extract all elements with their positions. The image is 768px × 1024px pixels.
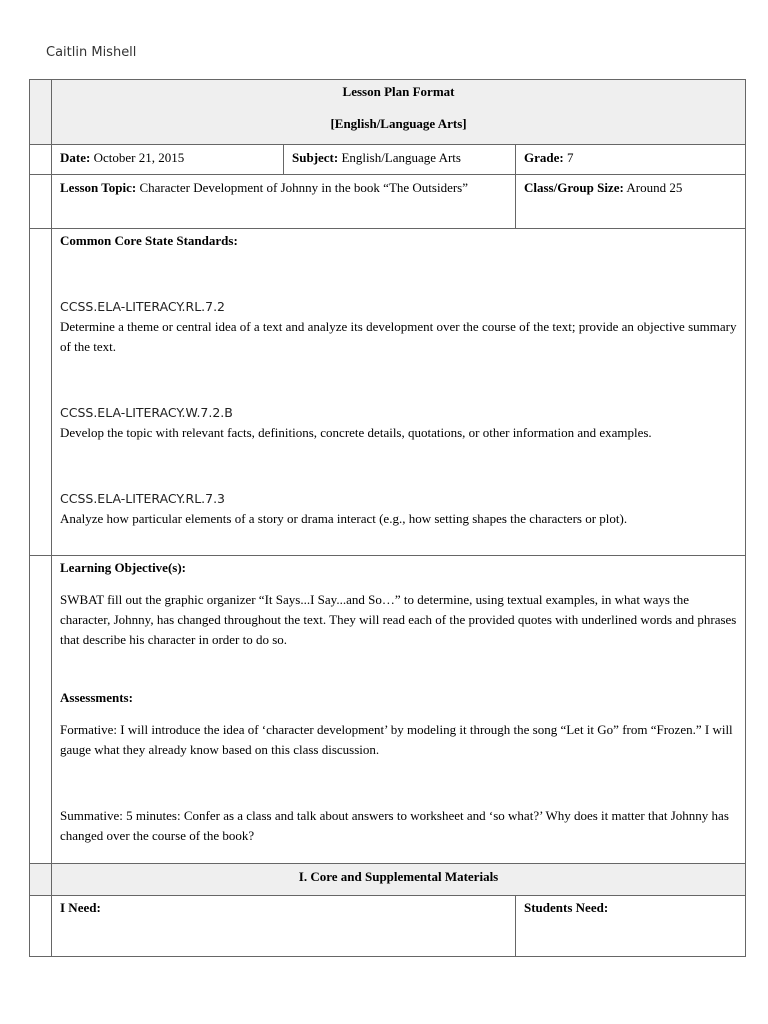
- date-label: Date:: [60, 150, 91, 165]
- topic-value: Character Development of Johnny in the book “The Outsiders”: [139, 180, 469, 195]
- materials-heading: I. Core and Supplemental Materials: [52, 864, 746, 896]
- info-row: [30, 145, 746, 175]
- lesson-plan-table: [29, 79, 746, 957]
- row-gutter: [30, 896, 52, 957]
- row-gutter: [30, 80, 52, 145]
- topic-row: [30, 175, 746, 229]
- row-gutter: [30, 175, 52, 229]
- standard-text: Analyze how particular elements of a story or drama interact (e.g., how setting shapes the characters or plot).: [60, 511, 628, 526]
- standard-code: CCSS.ELA-LITERACY.W.7.2.B: [60, 405, 233, 420]
- summative-text: Summative: 5 minutes: Confer as a class and talk about answers to worksheet and ‘so what?’ Why does it matter that Johnny has changed over the course of the book?: [60, 808, 729, 843]
- grade-label: Grade:: [524, 150, 564, 165]
- row-gutter: [30, 556, 52, 864]
- row-gutter: [30, 864, 52, 896]
- subject-value: English/Language Arts: [341, 150, 461, 165]
- i-need-label: I Need:: [60, 900, 101, 915]
- formative-text: Formative: I will introduce the idea of ‘character development’ by modeling it through the song “Let it Go” from “Frozen.” I will gauge what they already know based on this class discussion.: [60, 722, 733, 757]
- author-name: Caitlin Mishell: [46, 45, 137, 60]
- class-size-value: Around 25: [626, 180, 683, 195]
- standard-text: Develop the topic with relevant facts, definitions, concrete details, quotations, or other information and examples.: [60, 425, 652, 440]
- grade-cell: [516, 145, 746, 175]
- row-gutter: [30, 229, 52, 556]
- standards-cell: [52, 229, 746, 556]
- assessments-heading: Assessments:: [60, 690, 133, 705]
- subject-cell: [284, 145, 516, 175]
- objectives-text: SWBAT fill out the graphic organizer “It Says...I Say...and So…” to determine, using textual examples, in what ways the character, Johnny, has changed throughout the text. They will read each of the provided quotes with underlined words and phrases that describe his character in order to do so.: [60, 592, 737, 647]
- grade-value: 7: [566, 150, 574, 165]
- header-cell: [52, 80, 746, 145]
- row-gutter: [30, 145, 52, 175]
- i-need-cell: [52, 896, 516, 957]
- header-row: [30, 80, 746, 145]
- class-size-label: Class/Group Size:: [524, 180, 624, 195]
- topic-cell: [52, 175, 516, 229]
- plan-title: Lesson Plan Format: [342, 84, 455, 99]
- materials-row: [30, 896, 746, 957]
- objectives-row: [30, 556, 746, 864]
- class-size-cell: [516, 175, 746, 229]
- standard-text: Determine a theme or central idea of a text and analyze its development over the course of the text; provide an objective summary of the text.: [60, 319, 737, 354]
- objectives-heading: Learning Objective(s):: [60, 560, 187, 575]
- standards-heading: Common Core State Standards:: [60, 233, 238, 248]
- subject-label: Subject:: [292, 150, 339, 165]
- students-need-label: Students Need:: [524, 900, 609, 915]
- objectives-cell: [52, 556, 746, 864]
- standard-code: CCSS.ELA-LITERACY.RL.7.3: [60, 491, 226, 506]
- plan-subject-line: [English/Language Arts]: [330, 116, 467, 131]
- date-cell: [52, 145, 284, 175]
- topic-label: Lesson Topic:: [60, 180, 137, 195]
- students-need-cell: [516, 896, 746, 957]
- standard-code: CCSS.ELA-LITERACY.RL.7.2: [60, 299, 226, 314]
- date-value: October 21, 2015: [93, 150, 185, 165]
- materials-heading-row: [30, 864, 746, 896]
- standards-row: [30, 229, 746, 556]
